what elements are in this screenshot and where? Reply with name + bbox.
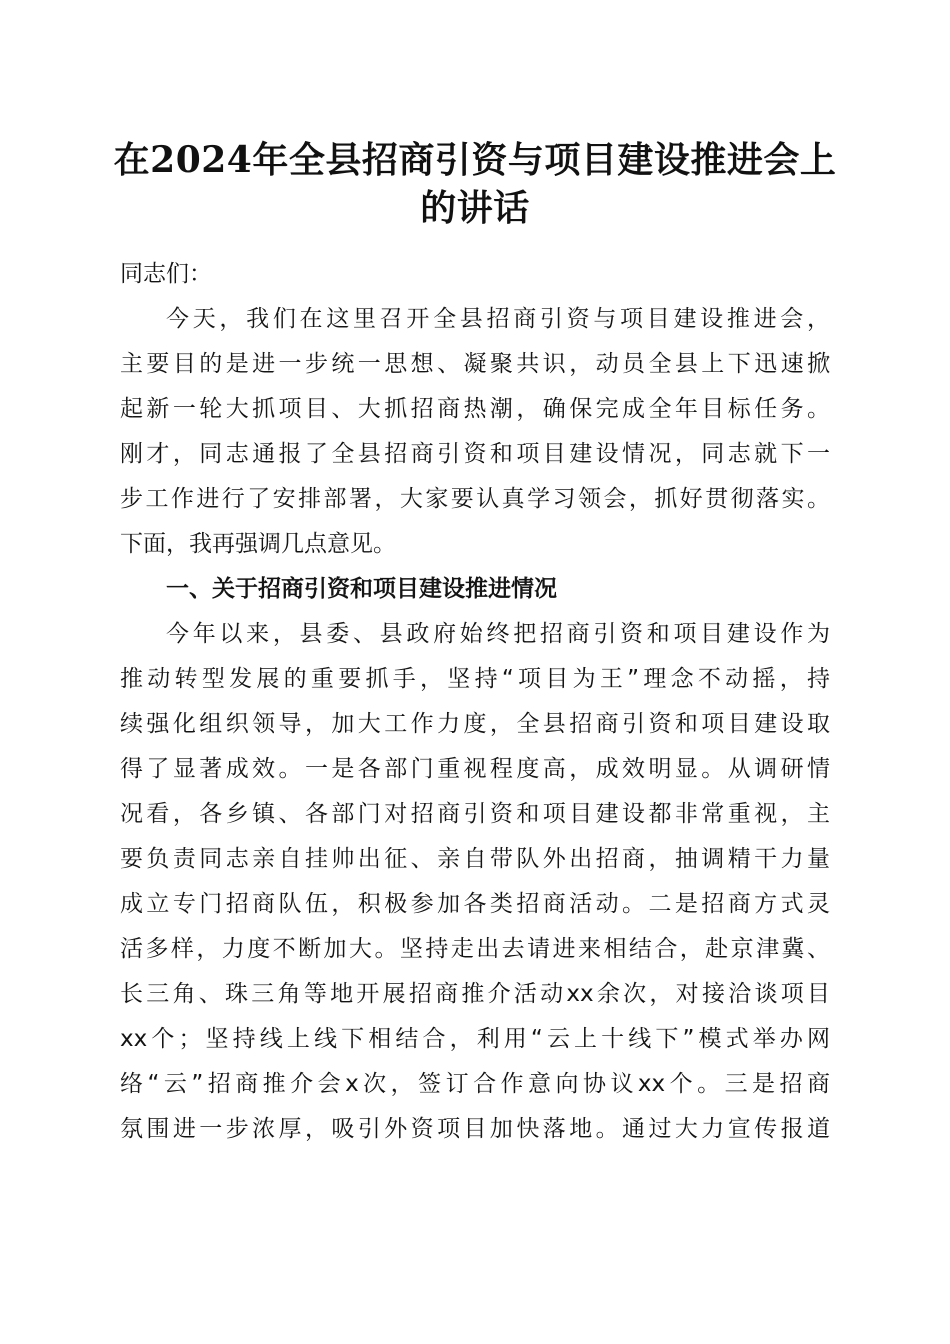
paragraph-line: 刚才，同志通报了全县招商引资和项目建设情况，同志就下一 (120, 441, 830, 467)
paragraph-line: 要负责同志亲自挂帅出征、亲自带队外出招商，抽调精干力量 (120, 846, 830, 872)
paragraph-line: 下面，我再强调几点意见。 (120, 531, 396, 557)
paragraph-1 (120, 297, 830, 567)
paragraph-line: 长三角、珠三角等地开展招商推介活动xx余次，对接洽谈项目 (120, 981, 830, 1007)
document-title (100, 136, 850, 232)
paragraph-2 (120, 612, 830, 1152)
document-body (120, 252, 830, 1152)
paragraph-line: 活多样，力度不断加大。坚持走出去请进来相结合，赴京津冀、 (120, 936, 830, 962)
paragraph-line: 步工作进行了安排部署，大家要认真学习领会，抓好贯彻落实。 (120, 486, 830, 512)
paragraph-line: 今年以来，县委、县政府始终把招商引资和项目建设作为 (166, 621, 830, 647)
paragraph-line: 络“云”招商推介会x次，签订合作意向协议xx个。三是招商 (120, 1071, 830, 1097)
paragraph-line: 况看，各乡镇、各部门对招商引资和项目建设都非常重视，主 (120, 801, 830, 827)
title-line-1: 在2024年全县招商引资与项目建设推进会上 (113, 139, 837, 181)
title-line-2: 的讲话 (420, 187, 530, 229)
paragraph-line: 续强化组织领导，加大工作力度，全县招商引资和项目建设取 (120, 711, 830, 737)
paragraph-line: 得了显著成效。一是各部门重视程度高，成效明显。从调研情 (120, 756, 830, 782)
salutation: 同志们： (120, 261, 212, 287)
paragraph-line: 起新一轮大抓项目、大抓招商热潮，确保完成全年目标任务。 (120, 396, 830, 422)
paragraph-line: 成立专门招商队伍，积极参加各类招商活动。二是招商方式灵 (120, 891, 830, 917)
paragraph-line: xx个；坚持线上线下相结合，利用“云上十线下”模式举办网 (120, 1026, 830, 1052)
paragraph-line: 推动转型发展的重要抓手，坚持“项目为王”理念不动摇，持 (120, 666, 830, 692)
paragraph-line: 氛围进一步浓厚，吸引外资项目加快落地。通过大力宣传报道 (120, 1116, 830, 1142)
paragraph-line: 今天，我们在这里召开全县招商引资与项目建设推进会， (166, 306, 830, 332)
section-heading: 一、关于招商引资和项目建设推进情况 (166, 576, 557, 602)
paragraph-line: 主要目的是进一步统一思想、凝聚共识，动员全县上下迅速掀 (120, 351, 830, 377)
